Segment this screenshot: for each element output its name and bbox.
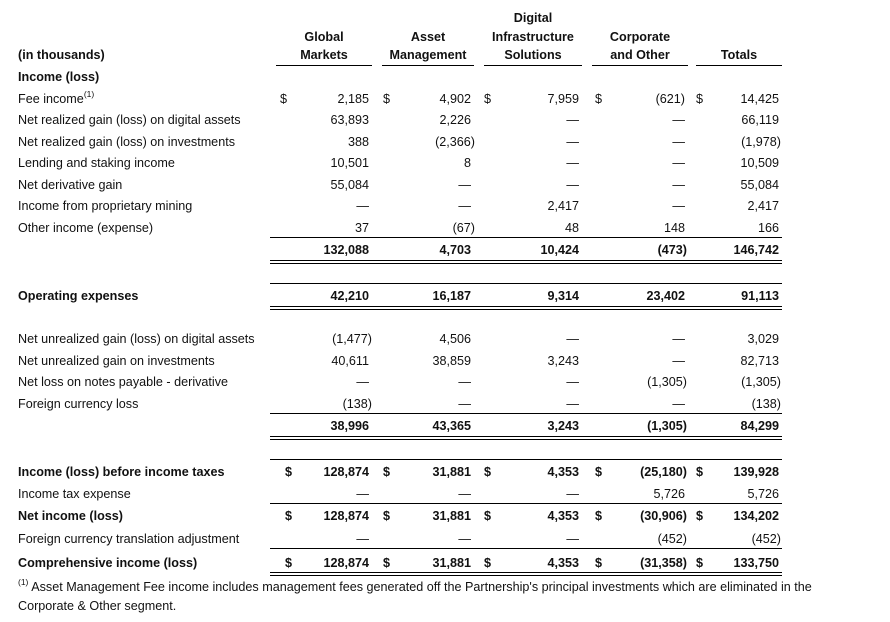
income-subtotal-rule (270, 237, 782, 238)
header-asset-management-line1: Asset (410, 30, 446, 44)
currency-symbol: $ (696, 92, 704, 106)
footnote-line-1: $^{(1)}$ Asset Management Fee income includes management fees generated off the Partnership's principal investments which are eliminated in the (18, 576, 812, 594)
header-global-markets-line1: Global (304, 30, 344, 44)
cell-total: 31,881 (432, 556, 471, 570)
header-totals: Totals (720, 48, 758, 62)
cell-value: — (672, 178, 685, 192)
row-label-fx-loss: Foreign currency loss (18, 397, 139, 411)
comprehensive-double-rule (270, 575, 782, 576)
row-label-other-income: Other income (expense) (18, 221, 154, 235)
cell-value: — (566, 532, 579, 546)
row-label-fx-translation: Foreign currency translation adjustment (18, 532, 240, 546)
cell-total: 146,742 (733, 243, 779, 257)
cell-value: 4,506 (439, 332, 471, 346)
cell-value: — (672, 332, 685, 346)
cell-value: — (458, 375, 471, 389)
cell-total: (31,358) (640, 556, 687, 570)
cell-total: 10,424 (540, 243, 579, 257)
cell-total: 42,210 (330, 289, 369, 303)
currency-symbol: $ (285, 465, 293, 479)
cell-value: — (566, 135, 579, 149)
cell-value: (2,366) (435, 135, 475, 149)
row-label-realized-investments: Net realized gain (loss) on investments (18, 135, 235, 149)
cell-value: 3,243 (547, 354, 579, 368)
cell-total: 4,353 (547, 465, 579, 479)
cell-value: — (566, 156, 579, 170)
comprehensive-double-rule (270, 572, 782, 573)
cell-value: — (566, 397, 579, 411)
cell-value: (452) (657, 532, 687, 546)
other-subtotal-rule (270, 413, 782, 414)
currency-symbol: $ (280, 92, 288, 106)
cell-value: — (566, 487, 579, 501)
cell-total: 16,187 (432, 289, 471, 303)
cell-total: (30,906) (640, 509, 687, 523)
cell-value: — (458, 199, 471, 213)
cell-value: 66,119 (741, 113, 779, 127)
cell-value: 2,417 (547, 199, 579, 213)
cell-total: 9,314 (547, 289, 579, 303)
cell-total: 23,402 (646, 289, 685, 303)
cell-value: — (356, 375, 369, 389)
cell-value: 38,859 (432, 354, 471, 368)
row-label-notes-payable: Net loss on notes payable - derivative (18, 375, 229, 389)
currency-symbol: $ (285, 509, 293, 523)
cell-value: 14,425 (740, 92, 779, 106)
cell-value: 5,726 (653, 487, 685, 501)
cell-value: 4,902 (439, 92, 471, 106)
footnote-line-2: Corporate & Other segment. (18, 599, 177, 613)
currency-symbol: $ (595, 509, 603, 523)
row-label-lending-staking: Lending and staking income (18, 156, 175, 170)
currency-symbol: $ (484, 556, 492, 570)
row-label-comprehensive-income: Comprehensive income (loss) (18, 556, 198, 570)
cell-value: (1,305) (647, 375, 687, 389)
row-label-fee-income: Fee income$^{(1)}$ (18, 88, 95, 106)
currency-symbol: $ (696, 465, 704, 479)
header-rule-col5 (696, 65, 782, 66)
cell-value: — (458, 487, 471, 501)
cell-total: 43,365 (432, 419, 471, 433)
cell-value: — (458, 532, 471, 546)
cell-value: — (672, 113, 685, 127)
footnote-marker: (1) (18, 576, 29, 587)
income-total-double-rule (270, 263, 782, 264)
cell-total: 91,113 (741, 289, 779, 303)
cell-value: (1,477) (332, 332, 372, 346)
cell-value: 388 (347, 135, 369, 149)
header-rule-col4 (592, 65, 688, 66)
header-global-markets-line2: Markets (300, 48, 348, 62)
currency-symbol: $ (383, 509, 391, 523)
header-digital-infrastructure-line3: Solutions (504, 48, 562, 62)
cell-value: 55,084 (330, 178, 369, 192)
cell-total: (473) (657, 243, 687, 257)
header-asset-management-line2: Management (389, 48, 467, 62)
cell-value: (1,305) (741, 375, 781, 389)
currency-symbol: $ (595, 556, 603, 570)
units-caption: (in thousands) (18, 48, 105, 62)
row-label-unrealized-digital: Net unrealized gain (loss) on digital assets (18, 332, 255, 346)
currency-symbol: $ (595, 465, 603, 479)
cell-value: — (672, 199, 685, 213)
income-total-double-rule (270, 260, 782, 261)
currency-symbol: $ (383, 465, 391, 479)
cell-value: — (458, 178, 471, 192)
row-label-pretax-income: Income (loss) before income taxes (18, 465, 225, 479)
footnote-marker: (1) (83, 88, 95, 99)
cell-total: 31,881 (432, 465, 471, 479)
row-label-income-tax: Income tax expense (18, 487, 131, 501)
cell-value: 37 (354, 221, 369, 235)
cell-total: 84,299 (740, 419, 779, 433)
cell-value: (67) (452, 221, 475, 235)
cell-total: 128,874 (323, 556, 369, 570)
cell-value: (621) (655, 92, 685, 106)
cell-value: 2,226 (439, 113, 471, 127)
cell-value: — (356, 532, 369, 546)
cell-value: 82,713 (740, 354, 779, 368)
cell-total: 4,703 (439, 243, 471, 257)
row-label-derivative-gain: Net derivative gain (18, 178, 123, 192)
cell-total: 133,750 (733, 556, 779, 570)
cell-value: — (566, 113, 579, 127)
cell-value: — (566, 332, 579, 346)
currency-symbol: $ (285, 556, 293, 570)
row-label-net-income: Net income (loss) (18, 509, 123, 523)
header-digital-infrastructure-line2: Infrastructure (492, 30, 574, 44)
row-label-realized-digital: Net realized gain (loss) on digital assets (18, 113, 241, 127)
currency-symbol: $ (484, 509, 492, 523)
cell-value: 2,185 (337, 92, 369, 106)
cell-value: — (566, 178, 579, 192)
currency-symbol: $ (595, 92, 603, 106)
opex-top-rule (270, 283, 782, 284)
cell-total: 128,874 (323, 465, 369, 479)
cell-value: 55,084 (740, 178, 779, 192)
cell-value: (138) (342, 397, 372, 411)
cell-value: 48 (564, 221, 579, 235)
cell-value: 63,893 (330, 113, 369, 127)
header-digital-infrastructure-line1: Digital (513, 11, 553, 25)
cell-value: (138) (751, 397, 781, 411)
cell-value: 5,726 (747, 487, 779, 501)
header-rule-col3 (484, 65, 582, 66)
cell-total: 31,881 (432, 509, 471, 523)
currency-symbol: $ (383, 92, 391, 106)
cell-value: 7,959 (547, 92, 579, 106)
cell-value: — (672, 156, 685, 170)
opex-double-rule (270, 309, 782, 310)
cell-total: 128,874 (323, 509, 369, 523)
cell-value: 148 (663, 221, 685, 235)
opex-double-rule (270, 306, 782, 307)
cell-value: (1,978) (741, 135, 781, 149)
currency-symbol: $ (484, 465, 492, 479)
cell-total: (1,305) (647, 419, 687, 433)
pretax-top-rule (270, 459, 782, 460)
cell-total: (25,180) (640, 465, 687, 479)
cell-value: — (672, 397, 685, 411)
cell-value: 40,611 (331, 354, 369, 368)
cell-total: 4,353 (547, 556, 579, 570)
currency-symbol: $ (696, 556, 704, 570)
cell-value: 3,029 (747, 332, 779, 346)
cell-total: 139,928 (733, 465, 779, 479)
cell-value: (452) (751, 532, 781, 546)
cell-total: 3,243 (547, 419, 579, 433)
cell-total: 38,996 (330, 419, 369, 433)
tax-rule (270, 503, 782, 504)
cell-value: — (672, 354, 685, 368)
cell-value: — (356, 199, 369, 213)
income-section-heading: Income (loss) (18, 70, 100, 84)
other-total-double-rule (270, 439, 782, 440)
cell-total: 132,088 (323, 243, 369, 257)
currency-symbol: $ (383, 556, 391, 570)
cell-value: 8 (463, 156, 471, 170)
cell-value: 166 (757, 221, 779, 235)
header-rule-col1 (276, 65, 372, 66)
row-label-operating-expenses: Operating expenses (18, 289, 139, 303)
header-corporate-other-line2: and Other (610, 48, 670, 62)
cell-value: — (672, 135, 685, 149)
row-label-proprietary-mining: Income from proprietary mining (18, 199, 193, 213)
cell-value: — (356, 487, 369, 501)
row-label-unrealized-investments: Net unrealized gain on investments (18, 354, 215, 368)
header-corporate-other-line1: Corporate (609, 30, 671, 44)
cell-value: — (458, 397, 471, 411)
currency-symbol: $ (484, 92, 492, 106)
cell-total: 4,353 (547, 509, 579, 523)
cell-value: 2,417 (747, 199, 779, 213)
currency-symbol: $ (696, 509, 704, 523)
cell-value: — (566, 375, 579, 389)
cell-value: 10,509 (740, 156, 779, 170)
fx-translation-rule (270, 548, 782, 549)
cell-total: 134,202 (733, 509, 779, 523)
other-total-double-rule (270, 436, 782, 437)
cell-value: 10,501 (330, 156, 369, 170)
header-rule-col2 (382, 65, 474, 66)
